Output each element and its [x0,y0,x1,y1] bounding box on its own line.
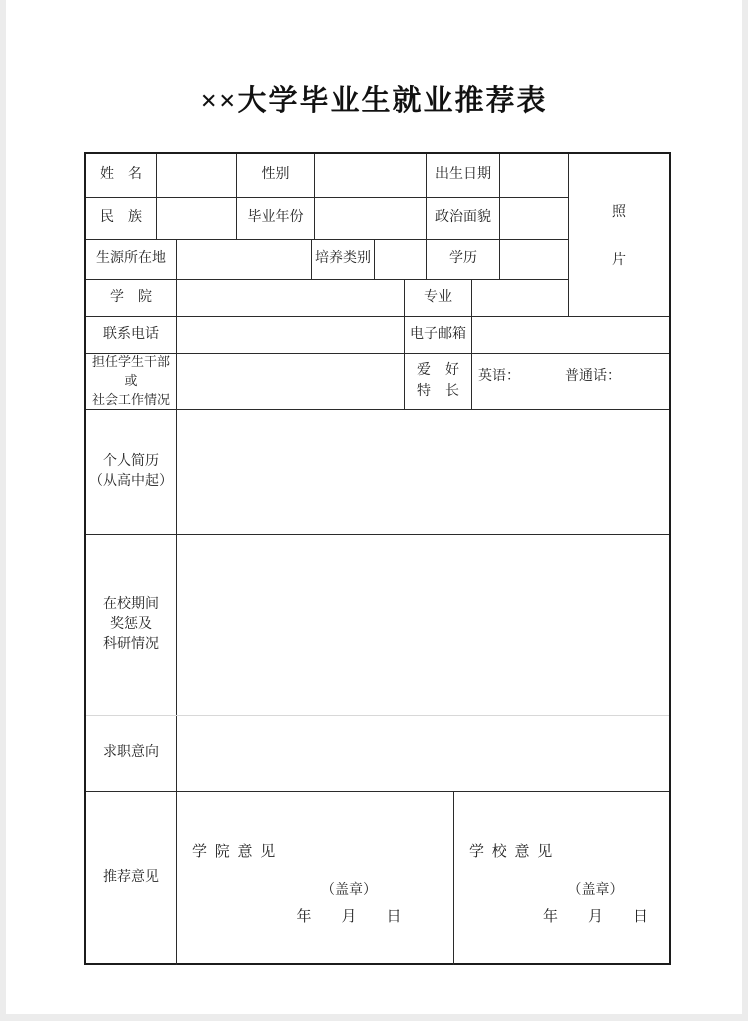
label-college: 学 院 [86,280,177,316]
label-student-cadre: 担任学生干部 或 社会工作情况 [86,354,177,409]
recommendation-form-table [84,152,671,965]
label-origin: 生源所在地 [86,240,177,279]
photo-label-line1: 照 [612,205,626,220]
input-phone[interactable] [177,317,405,353]
label-major: 专业 [405,280,472,316]
row-ethnicity [86,198,568,240]
input-language-levels[interactable] [472,354,669,409]
opinion-college-box[interactable] [177,792,454,965]
document-page [6,0,742,1014]
row-name [86,154,568,198]
input-origin[interactable] [177,240,312,279]
label-training-type: 培养类别 [312,240,375,279]
row-recommendation [86,792,669,965]
college-opinion-seal: （盖章） [321,882,377,898]
label-ethnicity: 民 族 [86,198,157,239]
school-opinion-date: 年 月 日 [542,909,648,926]
photo-label-line2: 片 [612,253,626,268]
input-job-intention[interactable] [177,716,669,791]
input-college[interactable] [177,280,405,316]
school-opinion-title: 学 校 意 见 [469,844,555,860]
top-section [86,154,669,317]
college-opinion-date: 年 月 日 [296,909,402,926]
input-graduation-year[interactable] [315,198,427,239]
input-email[interactable] [472,317,669,353]
label-gender: 性别 [237,154,315,197]
label-job-intention: 求职意向 [86,716,177,791]
label-resume: 个人简历 （从高中起） [86,410,177,534]
label-mandarin: 普通话： [565,369,621,384]
label-graduation-year: 毕业年份 [237,198,315,239]
row-contact [86,317,669,354]
input-name[interactable] [157,154,237,197]
label-hobby-specialty: 爱 好 特 长 [405,354,472,409]
college-opinion-title: 学 院 意 见 [192,844,278,860]
label-phone: 联系电话 [86,317,177,353]
row-resume [86,410,669,535]
input-awards-research[interactable] [177,535,669,715]
label-english: 英语： [478,369,520,384]
input-education[interactable] [500,240,568,279]
label-email: 电子邮箱 [405,317,472,353]
input-political-status[interactable] [500,198,568,239]
top-section-left [86,154,569,316]
row-job-intention [86,716,669,792]
row-college [86,280,568,316]
input-resume[interactable] [177,410,669,534]
label-name: 姓 名 [86,154,157,197]
input-gender[interactable] [315,154,427,197]
label-birth-date: 出生日期 [427,154,500,197]
input-birth-date[interactable] [500,154,568,197]
input-student-cadre[interactable] [177,354,405,409]
label-recommendation: 推荐意见 [86,792,177,965]
row-origin [86,240,568,280]
school-opinion-seal: （盖章） [567,882,624,898]
label-political-status: 政治面貌 [427,198,500,239]
label-education: 学历 [427,240,500,279]
input-ethnicity[interactable] [157,198,237,239]
input-training-type[interactable] [375,240,427,279]
opinion-school-box[interactable] [454,792,669,965]
form-title: ××大学毕业生就业推荐表 [200,85,548,117]
row-awards-research [86,535,669,716]
input-major[interactable] [472,280,568,316]
photo-box[interactable] [569,154,669,316]
label-awards-research: 在校期间 奖惩及 科研情况 [86,535,177,715]
row-cadre-hobby [86,354,669,410]
